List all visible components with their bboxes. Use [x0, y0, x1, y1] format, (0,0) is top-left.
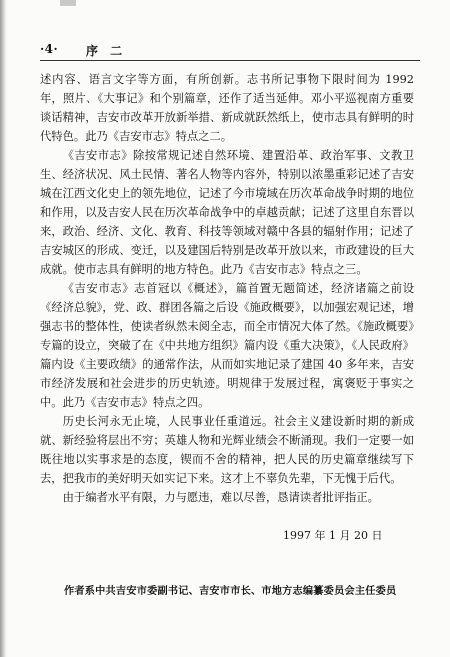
paragraph: 由于编者水平有限，力与愿违，难以尽善，恳请读者批评指正。 — [62, 491, 379, 504]
body-text — [40, 70, 414, 507]
scan-smudge — [60, 0, 76, 6]
paragraph-continued: 述内容、语言文字等方面，有所创新。志书所记事物下限时间为 1992 年，照片、《大事记》和个别篇章，还作了适当延伸。邓小平巡视南方重要谈话精神，吉安市改革开放新举措、新成就跃然纸上，使市志具有鲜明的时代特色。此乃《吉安市志》特点之二。 — [40, 73, 414, 143]
page-binding-shadow — [0, 0, 7, 657]
paragraph: 《吉安市志》志首冠以《概述》，篇首置无题简述，经济诸篇之前设《经济总貌》，党、政、群团各篇之后设《施政概要》，以加强宏观记述，增强志书的整体性，使读者纵然未阅全志，而全市情况大体了然。《施政概要》专篇的设立，突破了在《中共地方组织》篇内设《重大决策》，《人民政府》篇内设《主要政绩》的通常作法，从而如实地记录了建国 40 多年来，吉安市经济发展和社会进步的历史轨迹。明规律于发展过程，寓褒贬于事实之中。此乃《吉安市志》特点之四。 — [40, 282, 414, 409]
paragraph: 历史长河永无止境，人民事业任重道远。社会主义建设新时期的新成就、新经验将层出不穷；英雄人物和光辉业绩会不断涌现。我们一定要一如既往地以实事求是的态度，锲而不舍的精神，把人民的历史篇章继续写下去，把我市的美好明天如实记下来。这才上不辜负先辈，下无愧于后代。 — [40, 415, 414, 485]
page-number: ·4· — [40, 42, 59, 56]
author-affiliation: 作者系中共吉安市委副书记、吉安市市长、市地方志编纂委员会主任委员 — [64, 585, 397, 597]
signature-date: 1997 年 1 月 20 日 — [283, 529, 383, 542]
page-header — [40, 40, 420, 62]
running-title: 序 二 — [86, 44, 127, 58]
header-rule — [40, 60, 420, 61]
paragraph: 《吉安市志》除按常规记述自然环境、建置沿革、政治军事、文教卫生、经济状况、风土民情、著名人物等内容外，特别以浓墨重彩记述了吉安城在江西文化史上的领先地位，记述了今市境域在历次革命战争时期的地位和作用，以及吉安人民在历次革命战争中的卓越贡献；记述了这里自东晋以来，政治、经济、文化、教育、科技等领域对赣中各县的辐射作用；记述了吉安城区的形成、变迁，以及建国后特别是改革开放以来，市政建设的巨大成就。使市志具有鲜明的地方特色。此乃《吉安市志》特点之三。 — [40, 149, 414, 276]
